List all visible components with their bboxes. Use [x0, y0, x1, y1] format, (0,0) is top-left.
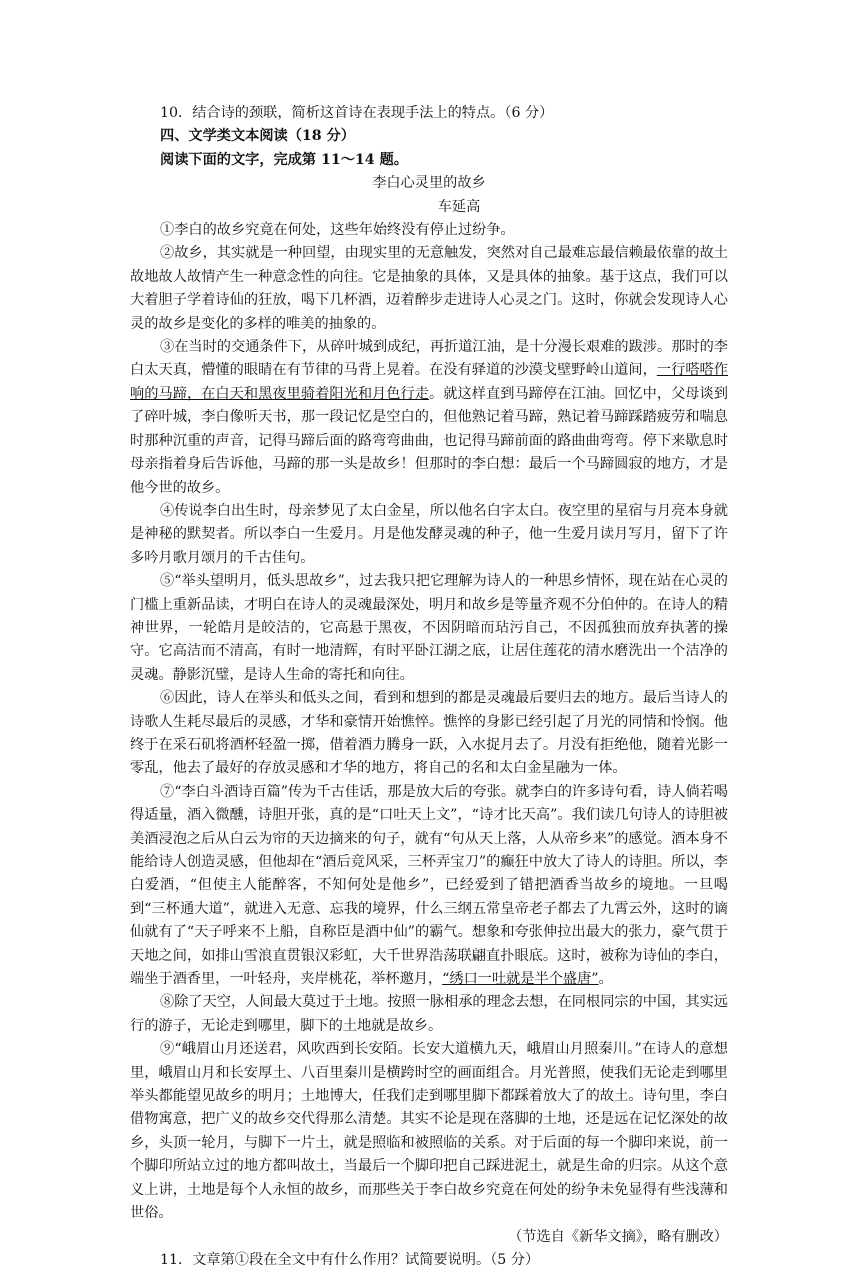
paragraph-3-head: ③在当时的交通条件下，从碎叶城到成纪，再折道江油，是十分漫长艰难的跋涉。那时的李白太天真，懵懂的眼睛在有节律的马背上晃着。在没有驿道的沙漠戈壁野岭山道间，: [130, 339, 728, 379]
paragraph-1: ①李白的故乡究竟在何处，这些年始终没有停止过纷争。: [160, 222, 515, 239]
paragraph-8: ⑧除了天空，人间最大莫过于土地。按照一脉相承的理念去想，在同根同宗的中国，其实远行的游子，无论走到哪里，脚下的土地就是故乡。: [130, 994, 728, 1034]
article-source: （节选自《新华文摘》，略有删改）: [508, 1228, 728, 1245]
paragraph-3-tail: 。就这样直到马蹄停在江油。回忆中，父母谈到了碎叶城，李白像听天书，那一段记忆是空白的，但他熟记着马蹄，熟记着马蹄踩踏疲劳和喘息时那种沉重的声音，记得马蹄后面的路弯弯曲曲，也记得马蹄前面的路曲曲弯弯。停下来歇息时母亲指着身后告诉他，马蹄的那一头是故乡！但那时的李白想：最后一个马蹄圆寂的地方，才是他今世的故乡。: [130, 385, 728, 496]
section-heading: 四、文学类文本阅读（18 分）: [160, 128, 355, 145]
text-column: [130, 102, 728, 1272]
paragraph-5: ⑤“举头望明月，低头思故乡”，过去我只把它理解为诗人的一种思乡情怀，现在站在心灵的门槛上重新品读，才明白在诗人的灵魂最深处，明月和故乡是等量齐观不分伯仲的。在诗人的精神世界，一轮皓月是皎洁的，它高悬于黑夜，不因阴暗而玷污自己，不因孤独而放弃执著的操守。它高洁而不清高，有时一地清辉，有时平卧江湖之底，让居住莲花的清水磨洗出一个洁净的灵魂。静影沉璧，是诗人生命的寄托和向往。: [130, 573, 728, 683]
question-11: 11．文章第①段在全文中有什么作用？试简要说明。（5 分）: [160, 1251, 540, 1268]
paragraph-3-underlined: 一行嗒嗒作响的马蹄，在白天和黑夜里骑着阳光和月色行走: [130, 362, 728, 402]
article-title: 李白心灵里的故乡: [372, 175, 486, 192]
paragraph-7-head: ⑦“李白斗酒诗百篇”传为千古佳话，那是放大后的夸张。就李白的许多诗句看，诗人倘若喝得适量，酒入微醺，诗胆开张，真的是“口吐天上文”，“诗才比天高”。我们读几句诗人的诗胆被美酒浸泡之后从白云为帘的天边摘来的句子，就有“句从天上落，人从帝乡来”的感觉。酒本身不能给诗人创造灵感，但他却在“酒后竞风采，三杯弄宝刀”的癫狂中放大了诗人的诗胆。所以，李白爱酒，“但使主人能醉客，不知何处是他乡”，已经爱到了错把酒香当故乡的境地。一旦喝到“三杯通大道”，就进入无意、忘我的境界，什么三纲五常皇帝老子都去了九霄云外，这时的谪仙就有了“天子呼来不上船，自称臣是酒中仙”的霸气。想象和夸张伸拉出最大的张力，豪气贯于天地之间，如排山雪浪直贯银汉彩虹，大千世界浩荡联翩直扑眼底。这时，被称为诗仙的李白，端坐于酒香里，一叶轻舟，夹岸桃花，举杯邀月，: [130, 783, 728, 988]
question-10: 10．结合诗的颈联，简析这首诗在表现手法上的特点。（6 分）: [160, 105, 554, 121]
paragraph-3: [130, 336, 728, 500]
paragraph-7-underlined: “绣口一吐就是半个盛唐”: [442, 971, 599, 988]
paragraph-2: ②故乡，其实就是一种回望，由现实里的无意触发，突然对自己最难忘最信赖最依靠的故土故地故人故情产生一种意念性的向往。它是抽象的具体，又是具体的抽象。基于这点，我们可以大着胆子学着诗仙的狂放，喝下几杯酒，迈着醉步走进诗人心灵之门。这时，你就会发现诗人心灵的故乡是变化的多样的唯美的抽象的。: [130, 245, 728, 332]
article-author: 车延高: [437, 198, 481, 215]
paragraph-4: ④传说李白出生时，母亲梦见了太白金星，所以他名白字太白。夜空里的星宿与月亮本身就是神秘的默契者。所以李白一生爱月。月是他发酵灵魂的种子，他一生爱月读月写月，留下了许多吟月歌月颂月的千古佳句。: [130, 502, 728, 566]
paragraph-7-tail: 。: [598, 971, 613, 988]
paragraph-7: [130, 781, 728, 992]
paragraph-6: ⑥因此，诗人在举头和低头之间，看到和想到的都是灵魂最后要归去的地方。最后当诗人的诗歌人生耗尽最后的灵感，才华和豪情开始憔悴。憔悴的身影已经引起了月光的同情和怜悯。他终于在采石矶将酒杯轻盈一掷，借着酒力腾身一跃，入水捉月去了。月没有拒绝他，随着光影一零乱，他去了最好的存放灵感和才华的地方，将自己的名和太白金星融为一体。: [130, 690, 728, 777]
paragraph-9: ⑨“峨眉山月还送君，风吹西到长安陌。长安大道横九天，峨眉山月照秦川。”在诗人的意想里，峨眉山月和长安厚土、八百里秦川是横跨时空的画面组合。月光普照，使我们无论走到哪里举头都能望见故乡的明月；土地博大，任我们走到哪里脚下都踩着放大了的故土。诗句里，李白借物寓意，把广义的故乡交代得那么清楚。其实不论是现在落脚的土地，还是远在记忆深处的故乡，头顶一轮月，与脚下一片土，就是照临和被照临的关系。对于后面的每一个脚印来说，前一个脚印所站立过的地方都叫故土，当最后一个脚印把自己踩进泥土，就是生命的归宗。从这个意义上讲，土地是每个人永恒的故乡，而那些关于李白故乡究竟在何处的纷争未免显得有些浅薄和世俗。: [130, 1041, 728, 1222]
reading-instruction: 阅读下面的文字，完成第 11～14 题。: [160, 151, 408, 168]
